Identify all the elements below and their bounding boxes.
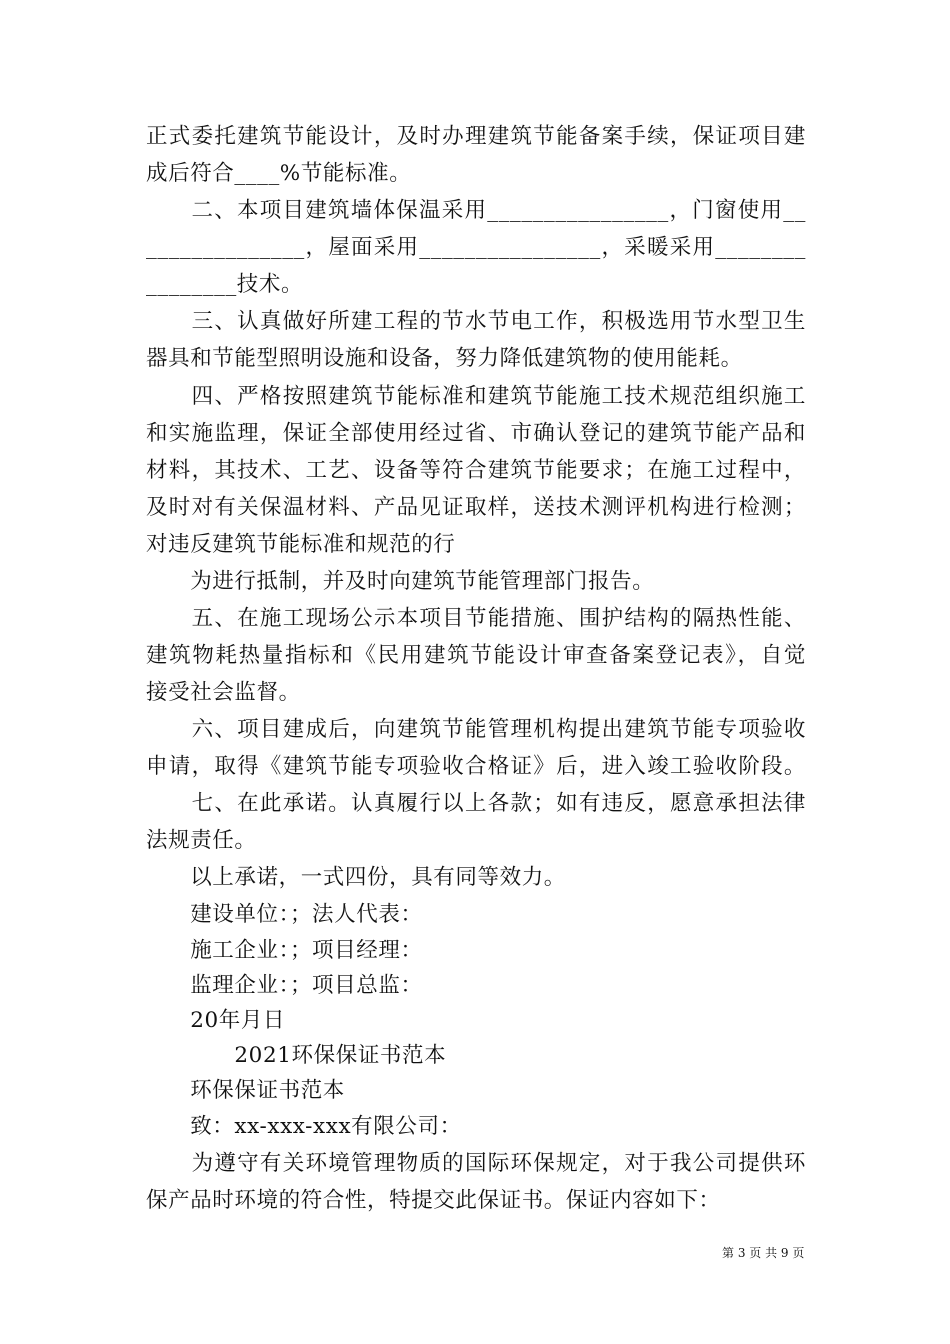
date-line: 20年月日 <box>146 1008 286 1033</box>
text-line: 接受社会监督。 <box>146 680 301 705</box>
addressee-line: 致：xx-xxx-xxx有限公司： <box>146 1114 462 1139</box>
text-line: 三、认真做好所建工程的节水节电工作，积极选用节水型卫生 <box>146 309 806 334</box>
text-line: 对违反建筑节能标准和规范的行 <box>146 532 456 557</box>
text-line: 申请，取得《建筑节能专项验收合格证》后，进入竣工验收阶段。 <box>146 754 806 779</box>
text-line: 成后符合____%节能标准。 <box>146 161 412 186</box>
text-line: 以上承诺，一式四份，具有同等效力。 <box>146 865 566 890</box>
signature-line: 建设单位：；法人代表： <box>146 902 423 927</box>
text-line: 二、本项目建筑墙体保温采用________________，门窗使用__ <box>146 198 806 223</box>
signature-line: 施工企业：；项目经理： <box>146 938 423 963</box>
text-line: 为进行抵制，并及时向建筑节能管理部门报告。 <box>146 569 655 594</box>
text-line: 保产品时环境的符合性，特提交此保证书。保证内容如下： <box>146 1188 721 1213</box>
section-title: 2021环保保证书范本 <box>146 1043 447 1068</box>
text-line: 正式委托建筑节能设计，及时办理建筑节能备案手续，保证项目建 <box>146 124 806 149</box>
text-line: 四、严格按照建筑节能标准和建筑节能施工技术规范组织施工 <box>146 384 806 409</box>
text-line: 器具和节能型照明设施和设备，努力降低建筑物的使用能耗。 <box>146 346 743 371</box>
text-line: 建筑物耗热量指标和《民用建筑节能设计审查备案登记表》，自觉 <box>146 643 806 668</box>
text-line: 法规责任。 <box>146 828 257 853</box>
text-line: 为遵守有关环境管理物质的国际环保规定，对于我公司提供环 <box>146 1151 806 1176</box>
text-line: ______________，屋面采用________________，采暖采用________ <box>146 235 806 260</box>
page-number: 第 3 页 共 9 页 <box>722 1246 805 1260</box>
text-line: 和实施监理，保证全部使用经过省、市确认登记的建筑节能产品和 <box>146 421 806 446</box>
text-line: 五、在施工现场公示本项目节能措施、围护结构的隔热性能、 <box>146 606 806 631</box>
text-line: 七、在此承诺。认真履行以上各款；如有违反，愿意承担法律 <box>146 791 806 816</box>
text-line: 六、项目建成后，向建筑节能管理机构提出建筑节能专项验收 <box>146 717 806 742</box>
signature-line: 监理企业：；项目总监： <box>146 973 423 998</box>
section-subtitle: 环保保证书范本 <box>146 1078 345 1103</box>
text-line: 材料，其技术、工艺、设备等符合建筑节能要求；在施工过程中， <box>146 458 806 483</box>
text-line: ________技术。 <box>146 272 304 297</box>
text-line: 及时对有关保温材料、产品见证取样，送技术测评机构进行检测； <box>146 495 806 520</box>
